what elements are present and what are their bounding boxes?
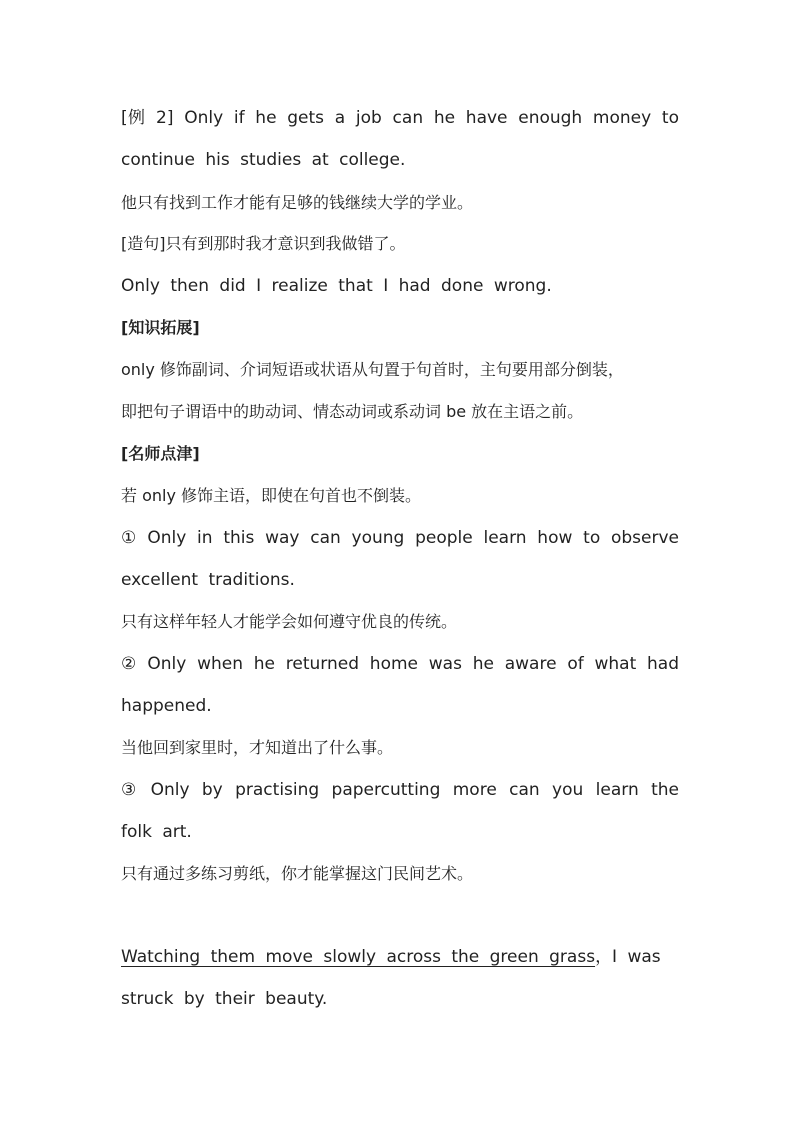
example-1-line-2: excellent traditions. [121,570,295,590]
knowledge-extension-line-2: 即把句子谓语中的助动词、情态动词或系动词 be 放在主语之前。 [121,402,584,421]
teacher-tips-note: 若 only 修饰主语，即使在句首也不倒装。 [121,486,422,505]
example-1-line-1: ① Only in this way can young people learn how to observe [121,528,679,548]
example-2-line-2: continue his studies at college. [121,150,406,170]
example-2b-translation: 当他回到家里时，才知道出了什么事。 [121,738,394,757]
example-1-translation: 只有这样年轻人才能学会如何遵守优良的传统。 [121,612,458,631]
knowledge-extension-heading: [知识拓展] [121,318,200,337]
example-3-line-2: folk art. [121,822,192,842]
example-2b-line-1: ② Only when he returned home was he aware of what had [121,654,679,674]
teacher-tips-heading: [名师点津] [121,444,200,463]
example-2-translation: 他只有找到工作才能有足够的钱继续大学的学业。 [121,193,474,212]
final-sentence-line-2: struck by their beauty. [121,989,328,1009]
example-2-line-1: [例 2] Only if he gets a job can he have enough money to [121,108,679,128]
sentence-making-answer: Only then did I realize that I had done wrong. [121,276,552,296]
underlined-phrase: Watching them move slowly across the green grass [121,947,596,967]
example-3-translation: 只有通过多练习剪纸，你才能掌握这门民间艺术。 [121,864,474,883]
knowledge-extension-line-1: only 修饰副词、介词短语或状语从句置于句首时，主句要用部分倒装， [121,360,624,379]
example-2b-line-2: happened. [121,696,212,716]
example-3-line-1: ③ Only by practising papercutting more can you learn the [121,780,679,800]
sentence-making-prompt: [造句]只有到那时我才意识到我做错了。 [121,234,406,253]
final-sentence-line-1-rest: ，I was [595,947,661,967]
final-sentence-line-1 [121,945,679,969]
